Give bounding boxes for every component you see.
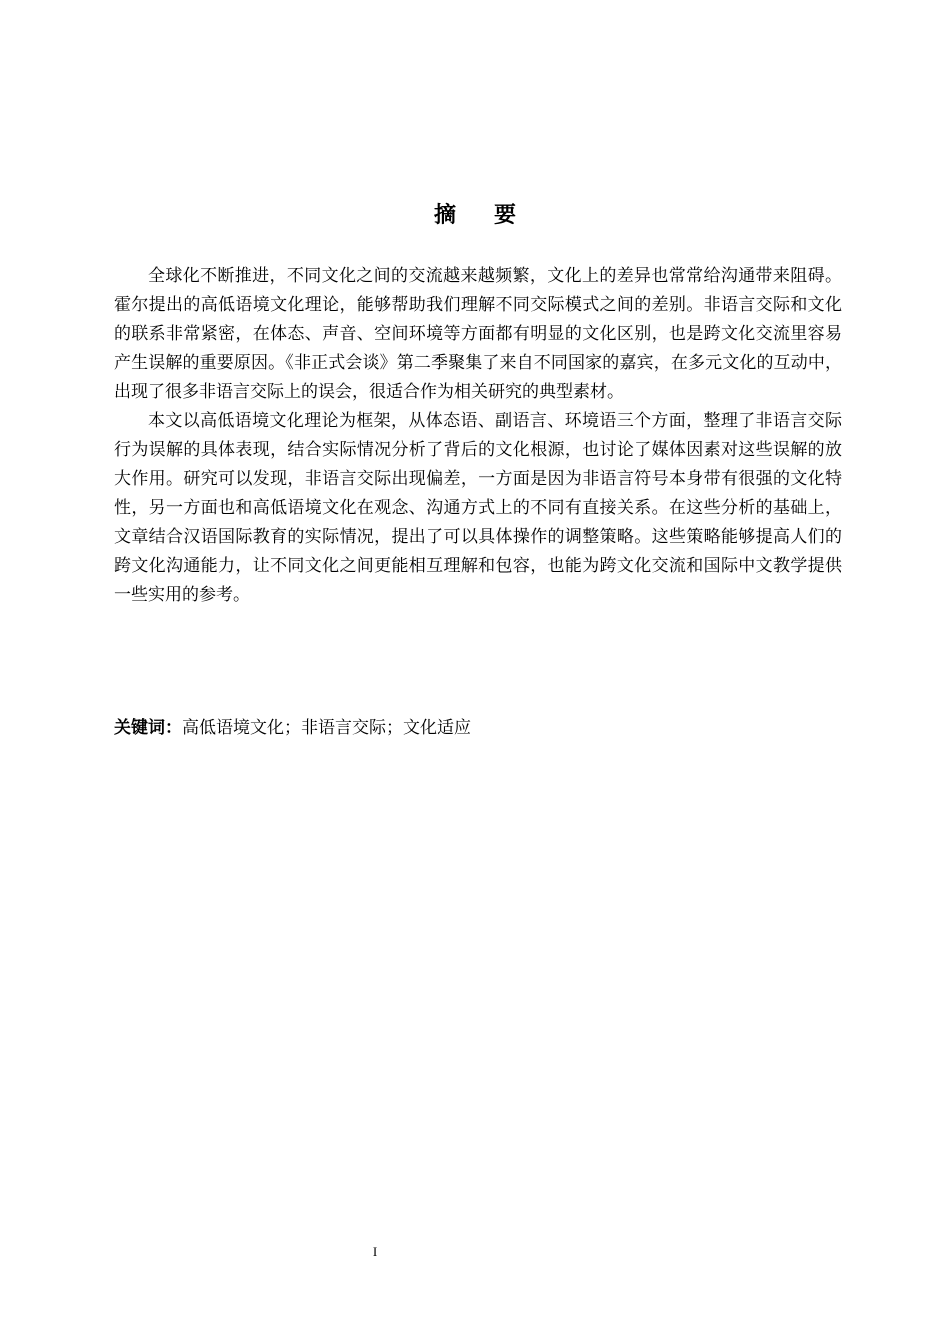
page-number: I (372, 1244, 378, 1259)
abstract-body (114, 262, 842, 610)
keywords-line (114, 714, 842, 743)
keywords-label: 关键词： (114, 718, 182, 738)
keywords-text: 高低语境文化；非语言交际；文化适应 (182, 718, 471, 738)
abstract-paragraph-2: 本文以高低语境文化理论为框架，从体态语、副语言、环境语三个方面，整理了非语言交际行为误解的具体表现，结合实际情况分析了背后的文化根源，也讨论了媒体因素对这些误解的放大作用。研究可以发现，非语言交际出现偏差，一方面是因为非语言符号本身带有很强的文化特性，另一方面也和高低语境文化在观念、沟通方式上的不同有直接关系。在这些分析的基础上，文章结合汉语国际教育的实际情况，提出了可以具体操作的调整策略。这些策略能够提高人们的跨文化沟通能力，让不同文化之间更能相互理解和包容，也能为跨文化交流和国际中文教学提供一些实用的参考。 (114, 411, 842, 605)
abstract-paragraph-1: 全球化不断推进，不同文化之间的交流越来越频繁，文化上的差异也常常给沟通带来阻碍。霍尔提出的高低语境文化理论，能够帮助我们理解不同交际模式之间的差别。非语言交际和文化的联系非常紧密，在体态、声音、空间环境等方面都有明显的文化区别，也是跨文化交流里容易产生误解的重要原因。《非正式会谈》第二季聚集了来自不同国家的嘉宾，在多元文化的互动中，出现了很多非语言交际上的误会，很适合作为相关研究的典型素材。 (114, 266, 842, 402)
abstract-title: 摘要 (433, 203, 554, 228)
